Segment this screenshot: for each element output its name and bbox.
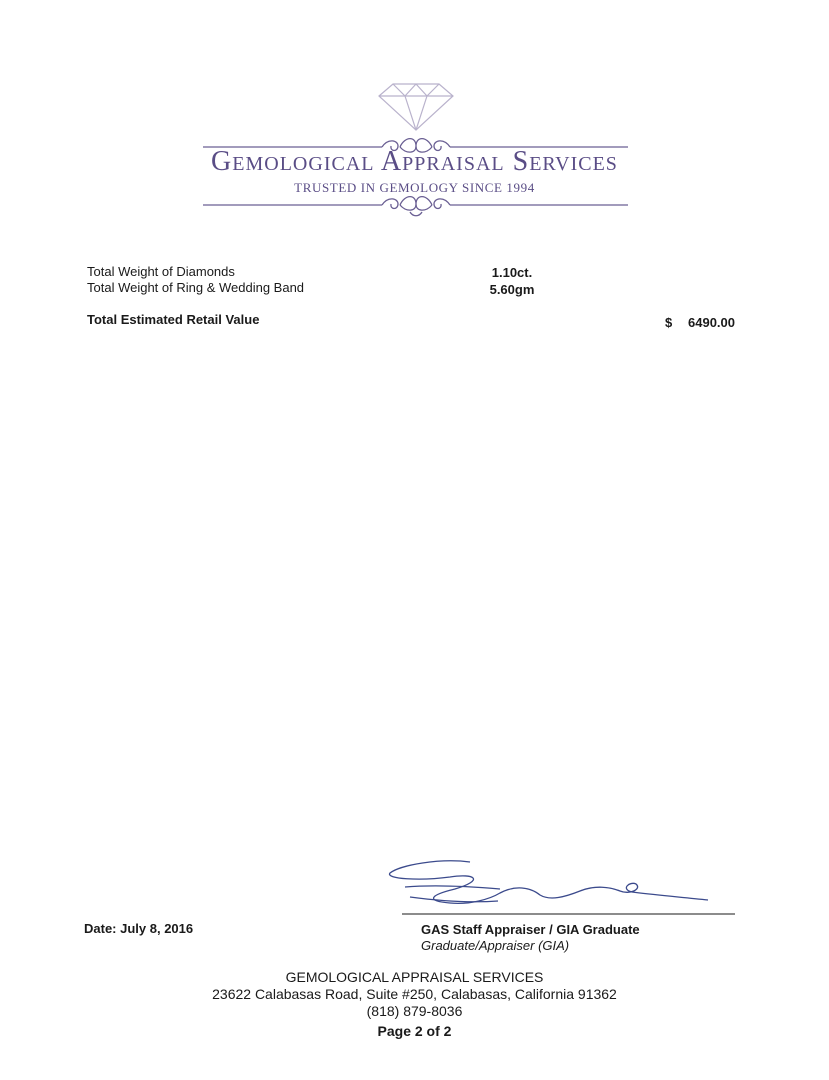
bottom-flourish	[203, 197, 628, 216]
logo-ornament	[0, 0, 829, 240]
appraiser-title: GAS Staff Appraiser / GIA Graduate	[421, 922, 640, 937]
total-label: Total Estimated Retail Value	[87, 312, 260, 327]
weight-value: 1.10ct.	[491, 265, 533, 280]
company-logo	[0, 0, 829, 240]
signature	[380, 855, 740, 925]
footer-address: 23622 Calabasas Road, Suite #250, Calabasas, California 91362	[212, 986, 617, 1002]
footer-company: GEMOLOGICAL APPRAISAL SERVICES	[285, 969, 544, 985]
report-date: Date: July 8, 2016	[84, 921, 194, 936]
logo-tagline: TRUSTED IN GEMOLOGY SINCE 1994	[294, 180, 535, 195]
total-currency: $	[665, 315, 673, 330]
weight-label: Total Weight of Ring & Wedding Band	[87, 280, 305, 295]
appraiser-subtitle: Graduate/Appraiser (GIA)	[421, 938, 570, 953]
footer-phone: (818) 879-8036	[366, 1003, 463, 1019]
logo-title: Gemological Appraisal Services	[211, 146, 618, 177]
page-number: Page 2 of 2	[377, 1023, 452, 1039]
diamond-icon	[379, 84, 453, 130]
total-amount: 6490.00	[688, 315, 735, 330]
weight-label: Total Weight of Diamonds	[87, 264, 235, 279]
weight-value: 5.60gm	[489, 282, 535, 297]
